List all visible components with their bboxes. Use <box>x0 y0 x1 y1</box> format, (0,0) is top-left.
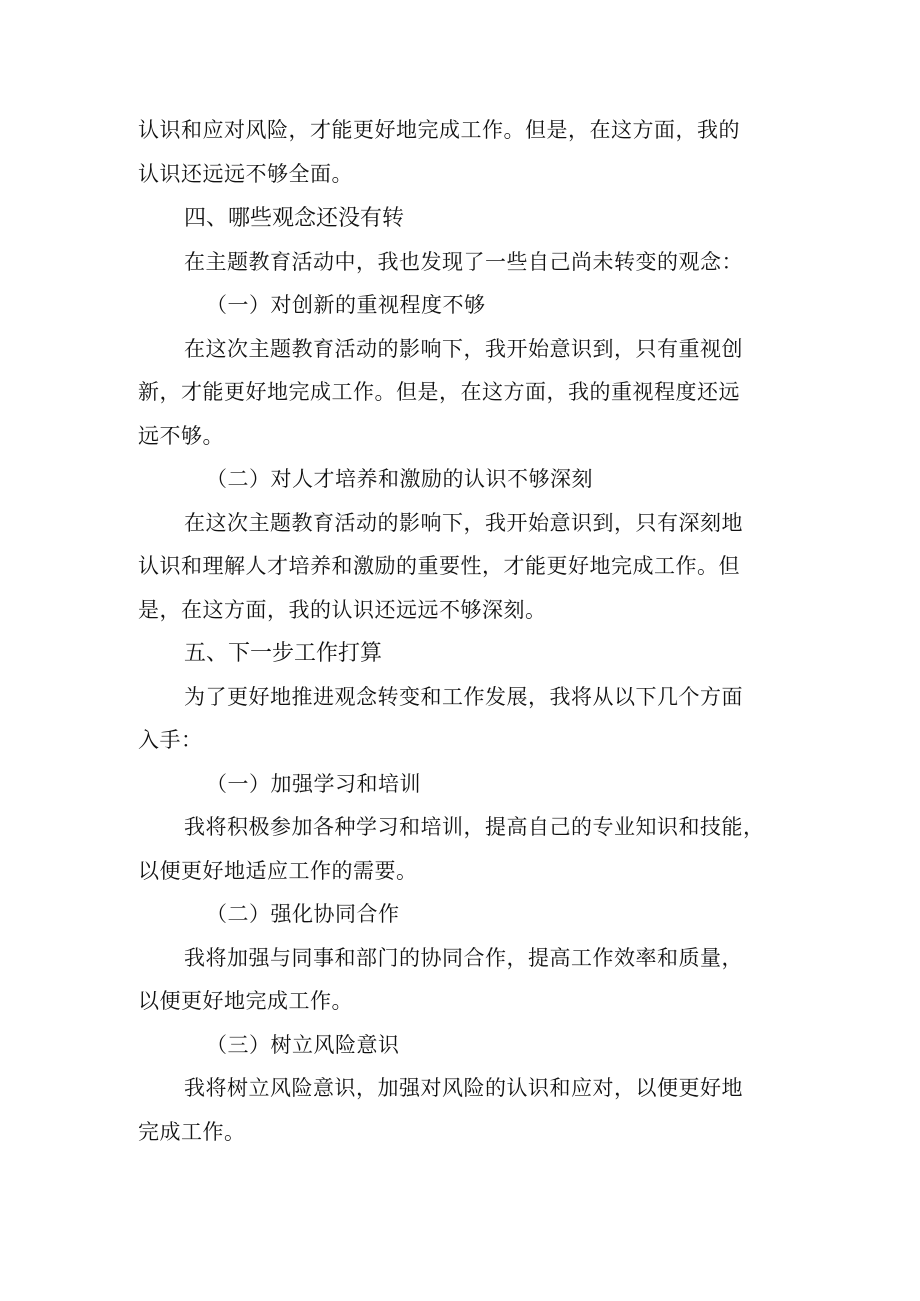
subsection-heading: （一）对创新的重视程度不够 <box>206 293 486 317</box>
paragraph-first-line: 我将加强与同事和部门的协同合作，提高工作效率和质量， <box>184 946 743 970</box>
subsection-heading: （三）树立风险意识 <box>206 1033 400 1057</box>
body-text-line: 完成工作。 <box>138 1120 246 1144</box>
paragraph-first-line: 在主题教育活动中，我也发现了一些自己尚未转变的观念： <box>184 250 743 274</box>
body-text-line: 以便更好地完成工作。 <box>138 989 353 1013</box>
paragraph-first-line: 在这次主题教育活动的影响下，我开始意识到，只有重视创 <box>184 337 743 361</box>
body-text-line: 认识还远远不够全面。 <box>138 162 353 186</box>
body-text-line: 是，在这方面，我的认识还远远不够深刻。 <box>138 598 547 622</box>
body-text-line: 以便更好地适应工作的需要。 <box>138 859 418 883</box>
paragraph-first-line: 在这次主题教育活动的影响下，我开始意识到，只有深刻地 <box>184 511 743 535</box>
paragraph-first-line: 为了更好地推进观念转变和工作发展，我将从以下几个方面 <box>184 685 743 709</box>
body-text-line: 认识和应对风险，才能更好地完成工作。但是，在这方面，我的 <box>138 118 740 142</box>
section-heading-4: 四、哪些观念还没有转 <box>184 206 405 231</box>
subsection-heading: （二）对人才培养和激励的认识不够深刻 <box>206 467 593 491</box>
paragraph-first-line: 我将树立风险意识，加强对风险的认识和应对，以便更好地 <box>184 1076 743 1100</box>
body-text-line: 新，才能更好地完成工作。但是，在这方面，我的重视程度还远 <box>138 380 740 404</box>
body-text-line: 入手： <box>138 728 203 752</box>
body-text-line: 认识和理解人才培养和激励的重要性，才能更好地完成工作。但 <box>138 554 740 578</box>
body-text-line: 远不够。 <box>138 424 224 448</box>
paragraph-first-line: 我将积极参加各种学习和培训，提高自己的专业知识和技能， <box>184 815 765 839</box>
subsection-heading: （一）加强学习和培训 <box>206 772 421 796</box>
section-heading-5: 五、下一步工作打算 <box>184 641 383 666</box>
subsection-heading: （二）强化协同合作 <box>206 902 400 926</box>
